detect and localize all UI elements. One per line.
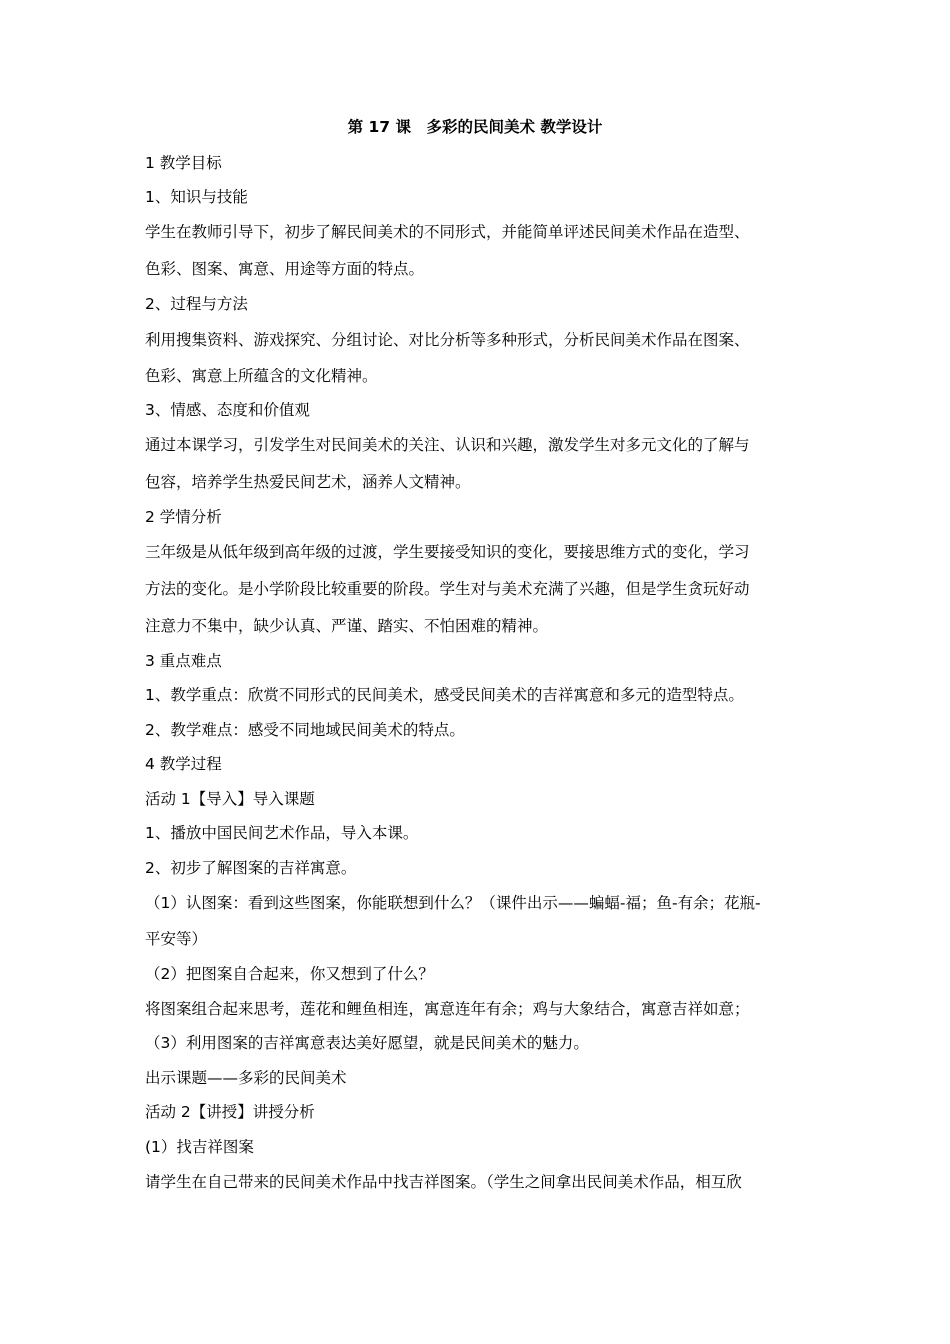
paragraph-line: 方法的变化。是小学阶段比较重要的阶段。学生对与美术充满了兴趣，但是学生贪玩好动 bbox=[145, 580, 750, 598]
paragraph-line: 三年级是从低年级到高年级的过渡，学生要接受知识的变化，要接思维方式的变化，学习 bbox=[145, 543, 750, 561]
paragraph-line: 平安等） bbox=[145, 930, 208, 948]
paragraph-line: 1、播放中国民间艺术作品，导入本课。 bbox=[145, 824, 419, 842]
paragraph-line: 出示课题——多彩的民间美术 bbox=[145, 1069, 347, 1087]
paragraph-line: 请学生在自己带来的民间美术作品中找吉祥图案。（学生之间拿出民间美术作品，相互欣 bbox=[145, 1173, 742, 1191]
subheading-activity-1: 活动 1【导入】导入课题 bbox=[145, 790, 315, 808]
heading-teaching-goals: 1 教学目标 bbox=[145, 154, 222, 172]
subheading-knowledge-skills: 1、知识与技能 bbox=[145, 188, 248, 206]
subheading-process-method: 2、过程与方法 bbox=[145, 295, 248, 313]
paragraph-line: 将图案组合起来思考，莲花和鲤鱼相连，寓意连年有余；鸡与大象结合，寓意吉祥如意； bbox=[145, 1000, 750, 1018]
paragraph-line: （1）认图案：看到这些图案，你能联想到什么？（课件出示——蝙蝠-福；鱼-有余；花瓶- bbox=[145, 894, 761, 912]
paragraph-line: 2、初步了解图案的吉祥寓意。 bbox=[145, 859, 357, 877]
paragraph-line: (1）找吉祥图案 bbox=[145, 1138, 254, 1156]
paragraph-line: 通过本课学习，引发学生对民间美术的关注、认识和兴趣，激发学生对多元文化的了解与 bbox=[145, 436, 750, 454]
paragraph-line: （2）把图案自合起来，你又想到了什么？ bbox=[145, 965, 434, 983]
paragraph-line: 包容，培养学生热爱民间艺术，涵养人文精神。 bbox=[145, 473, 471, 491]
heading-key-difficulties: 3 重点难点 bbox=[145, 652, 222, 670]
paragraph-line: 色彩、图案、寓意、用途等方面的特点。 bbox=[145, 260, 425, 278]
paragraph-line: （3）利用图案的吉祥寓意表达美好愿望，就是民间美术的魅力。 bbox=[145, 1034, 589, 1052]
subheading-emotion-values: 3、情感、态度和价值观 bbox=[145, 401, 310, 419]
heading-student-analysis: 2 学情分析 bbox=[145, 508, 222, 526]
paragraph-line: 2、教学难点：感受不同地域民间美术的特点。 bbox=[145, 721, 465, 739]
document-title: 第 17 课 多彩的民间美术 教学设计 bbox=[347, 118, 603, 136]
paragraph-line: 注意力不集中，缺少认真、严谨、踏实、不怕困难的精神。 bbox=[145, 617, 549, 635]
heading-teaching-process: 4 教学过程 bbox=[145, 755, 222, 773]
paragraph-line: 色彩、寓意上所蕴含的文化精神。 bbox=[145, 367, 378, 385]
paragraph-line: 利用搜集资料、游戏探究、分组讨论、对比分析等多种形式，分析民间美术作品在图案、 bbox=[145, 331, 750, 349]
paragraph-line: 1、教学重点：欣赏不同形式的民间美术，感受民间美术的吉祥寓意和多元的造型特点。 bbox=[145, 686, 744, 704]
subheading-activity-2: 活动 2【讲授】讲授分析 bbox=[145, 1103, 315, 1121]
paragraph-line: 学生在教师引导下，初步了解民间美术的不同形式，并能简单评述民间美术作品在造型、 bbox=[145, 223, 750, 241]
